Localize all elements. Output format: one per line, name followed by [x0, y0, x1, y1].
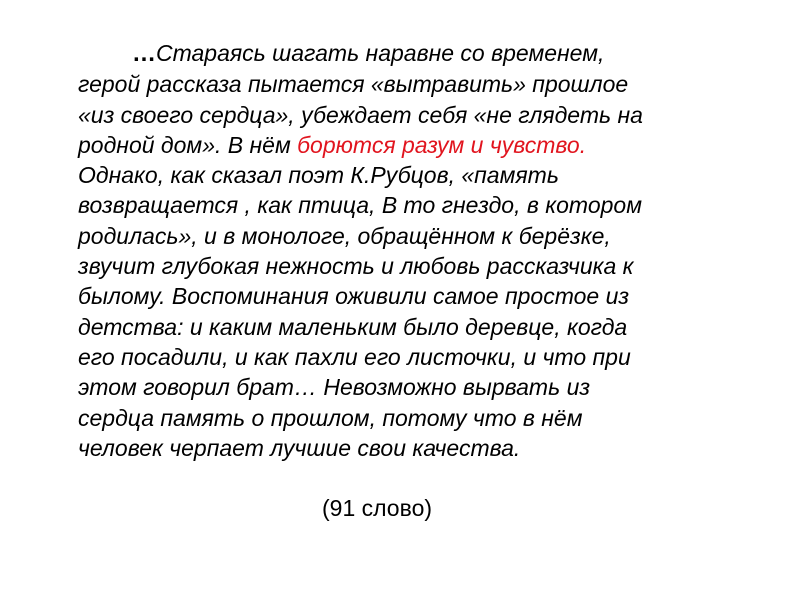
paragraph-line-13: сердца память о прошлом, потому что в нём [78, 404, 583, 431]
highlighted-phrase: борются разум и чувство. [297, 131, 587, 158]
paragraph-line-10: детства: и каким маленьким было деревце, когда [78, 313, 628, 340]
essay-paragraph [78, 38, 758, 463]
paragraph-line-2: герой рассказа пытается «вытравить» прошлое [78, 71, 629, 98]
paragraph-line-12: этом говорил брат… Невозможно вырвать из [78, 374, 591, 401]
paragraph-line-text: Стараясь шагать наравне со временем, [156, 40, 605, 66]
leading-ellipsis: … [132, 40, 156, 67]
paragraph-line-3: «из своего сердца», убеждает себя «не глядеть на [78, 101, 643, 128]
paragraph-line-11: его посадили, и как пахли его листочки, и что при [78, 343, 631, 370]
paragraph-line-5: Однако, как сказал поэт К.Рубцов, «память [78, 162, 559, 189]
paragraph-line-7: родилась», и в монологе, обращённом к берёзке, [78, 222, 611, 249]
paragraph-line-4 [78, 130, 758, 160]
paragraph-line-1 [78, 38, 758, 69]
paragraph-line-8: звучит глубокая нежность и любовь рассказчика к [78, 253, 634, 280]
word-count: (91 слово) [322, 495, 433, 521]
paragraph-line-text: родной дом». В нём [78, 131, 298, 158]
paragraph-line-9: былому. Воспоминания оживили самое простое из [78, 283, 630, 310]
paragraph-line-6: возвращается , как птица, В то гнездо, в котором [78, 192, 642, 219]
paragraph-line-14: человек черпает лучшие свои качества. [78, 434, 521, 461]
